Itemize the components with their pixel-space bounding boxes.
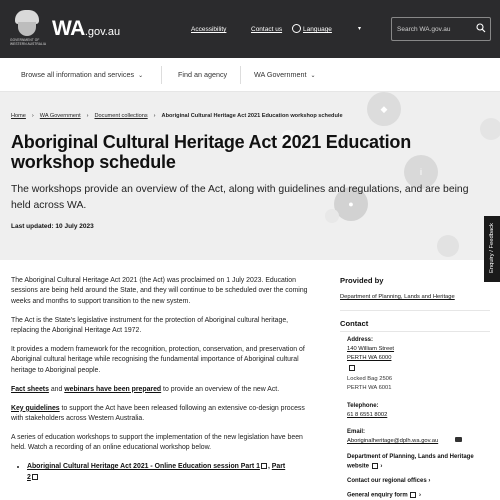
nav-divider	[161, 66, 162, 84]
website-line1: Department of Planning, Lands and Heritage	[347, 454, 474, 460]
external-link-icon	[410, 492, 416, 498]
nav-divider	[240, 66, 241, 84]
webinars-link[interactable]: webinars have been prepared	[64, 385, 162, 393]
paragraph-legislative: The Act is the State's legislative instrument for the protection of Aboriginal cultural heritage, replacing the Aboriginal Heritage Act 1972.	[11, 316, 289, 335]
breadcrumb	[11, 113, 343, 119]
telephone-label: Telephone:	[347, 403, 379, 409]
decorative-bubble-icon: i	[404, 155, 438, 189]
last-updated: Last updated: 10 July 2023	[11, 223, 94, 230]
email-label: Email:	[347, 429, 366, 435]
key-guidelines-link[interactable]: Key guidelines	[11, 404, 60, 412]
paragraph-fact-sheets	[11, 385, 317, 395]
language-link[interactable]: Language	[303, 26, 332, 33]
crest-shield-icon	[18, 22, 36, 36]
nav-find-agency[interactable]: Find an agency	[178, 70, 228, 79]
chevron-down-icon: ⌄	[138, 73, 144, 79]
nav-browse-all[interactable]	[21, 70, 143, 79]
logo-main: WA	[52, 17, 85, 40]
map-link-icon[interactable]	[349, 365, 355, 371]
paragraph-framework: It provides a modern framework for the recognition, protection, conservation, and preservation of Aboriginal cultural heritage while recognising the fundamental importance of Aboriginal cultural heritage to Aboriginal people.	[11, 346, 305, 374]
chevron-down-icon: ▾	[358, 26, 362, 32]
provider-link[interactable]: Department of Planning, Lands and Heritage	[340, 294, 455, 300]
online-session-part1-link[interactable]: Aboriginal Cultural Heritage Act 2021 - Online Education session Part 1	[27, 463, 260, 471]
breadcrumb-document-collections[interactable]: Document collections	[94, 113, 148, 119]
address-label: Address:	[347, 337, 374, 343]
paragraph-text: to provide an overview of the new Act.	[161, 385, 280, 393]
email-link[interactable]: Aboriginalheritage@dplh.wa.gov.au	[347, 438, 439, 444]
search-input[interactable]	[397, 23, 467, 35]
main-navigation	[0, 58, 500, 92]
external-link-icon	[261, 463, 267, 469]
page-lead: The workshops provide an overview of the Act, along with guidelines and regulations, and are being held across WA.	[11, 184, 469, 211]
part2-link-number: 2	[27, 473, 31, 481]
postal-line1: Locked Bag 2506	[347, 376, 393, 382]
paragraph-text: and	[48, 385, 65, 393]
department-website-link-cont[interactable]	[347, 463, 382, 470]
enquiry-form-label: General enquiry form	[347, 492, 408, 499]
external-link-icon	[372, 463, 378, 469]
decorative-bubble-icon: ●	[334, 187, 368, 221]
part2-link-word: Part	[271, 463, 286, 471]
address-line2-link[interactable]: PERTH WA 6000	[347, 355, 392, 361]
telephone-link[interactable]: 61 8 6551 8002	[347, 412, 388, 418]
postal-line2: PERTH WA 6001	[347, 385, 392, 391]
contact-us-link[interactable]: Contact us	[251, 26, 283, 33]
paragraph-text: to support the Act have been released following an extensive co-design process with stakeholders across Western Australia.	[11, 404, 305, 423]
email-icon	[455, 437, 462, 442]
breadcrumb-current: Aboriginal Cultural Heritage Act 2021 Education workshop schedule	[161, 113, 343, 119]
globe-icon	[292, 24, 301, 33]
chevron-right-icon: ›	[86, 113, 89, 119]
regional-offices-label: Contact our regional offices	[347, 478, 427, 484]
chevron-right-icon: ›	[419, 492, 422, 499]
contact-heading: Contact	[340, 319, 369, 328]
chevron-right-icon: ›	[380, 463, 383, 470]
search-icon[interactable]	[476, 23, 486, 33]
site-logo[interactable]	[52, 17, 120, 41]
chevron-right-icon: ›	[31, 113, 34, 119]
paragraph-guidelines	[11, 404, 317, 425]
crest-caption: GOVERNMENT OF WESTERN AUSTRALIA	[10, 38, 47, 46]
external-link-icon	[32, 474, 38, 480]
nav-browse-all-label: Browse all information and services	[21, 70, 135, 79]
sidebar-divider	[340, 310, 490, 311]
breadcrumb-wa-government[interactable]: WA Government	[39, 113, 81, 119]
breadcrumb-home[interactable]: Home	[11, 113, 26, 119]
paragraph-workshops: A series of education workshops to support the implementation of the new legislation have been held. Watch a recording of an online educational workshop below.	[11, 433, 303, 452]
general-enquiry-link[interactable]	[347, 492, 421, 499]
accessibility-link[interactable]: Accessibility	[191, 26, 227, 33]
workshop-recordings-list	[27, 462, 317, 483]
decorative-bubble-icon	[437, 235, 459, 257]
site-header	[0, 0, 500, 58]
website-line2: website	[347, 463, 370, 470]
logo-suffix: .gov.au	[84, 26, 121, 38]
fact-sheets-link[interactable]: Fact sheets	[11, 385, 49, 393]
main-content	[11, 276, 317, 483]
enquiry-feedback-tab[interactable]	[484, 216, 500, 282]
decorative-bubble-icon	[480, 118, 500, 140]
page-title: Aboriginal Cultural Heritage Act 2021 Education workshop schedule	[11, 132, 412, 172]
provided-by-heading: Provided by	[340, 276, 384, 285]
decorative-bubble-icon: ◆	[367, 92, 401, 126]
feedback-tab-label: Enquiry / Feedback	[489, 223, 495, 273]
address-line1-link[interactable]: 140 William Street	[347, 346, 395, 352]
chevron-right-icon: ›	[153, 113, 156, 119]
list-item	[27, 462, 317, 483]
paragraph-intro: The Aboriginal Cultural Heritage Act 2021 (the Act) was proclaimed on 1 July 2023. Education sessions are being held around the State, and they will continue to be scheduled over the coming weeks and months to support transition to the new system.	[11, 277, 308, 305]
chevron-right-icon: ›	[428, 478, 431, 484]
sidebar-divider	[340, 331, 490, 332]
search-box	[391, 17, 491, 41]
chevron-down-icon: ⌄	[310, 73, 316, 79]
department-website-link[interactable]	[347, 454, 474, 460]
regional-offices-link[interactable]	[347, 478, 430, 484]
list-separator: ,	[267, 463, 272, 471]
nav-wa-government[interactable]	[254, 70, 316, 79]
nav-wa-government-label: WA Government	[254, 70, 307, 79]
